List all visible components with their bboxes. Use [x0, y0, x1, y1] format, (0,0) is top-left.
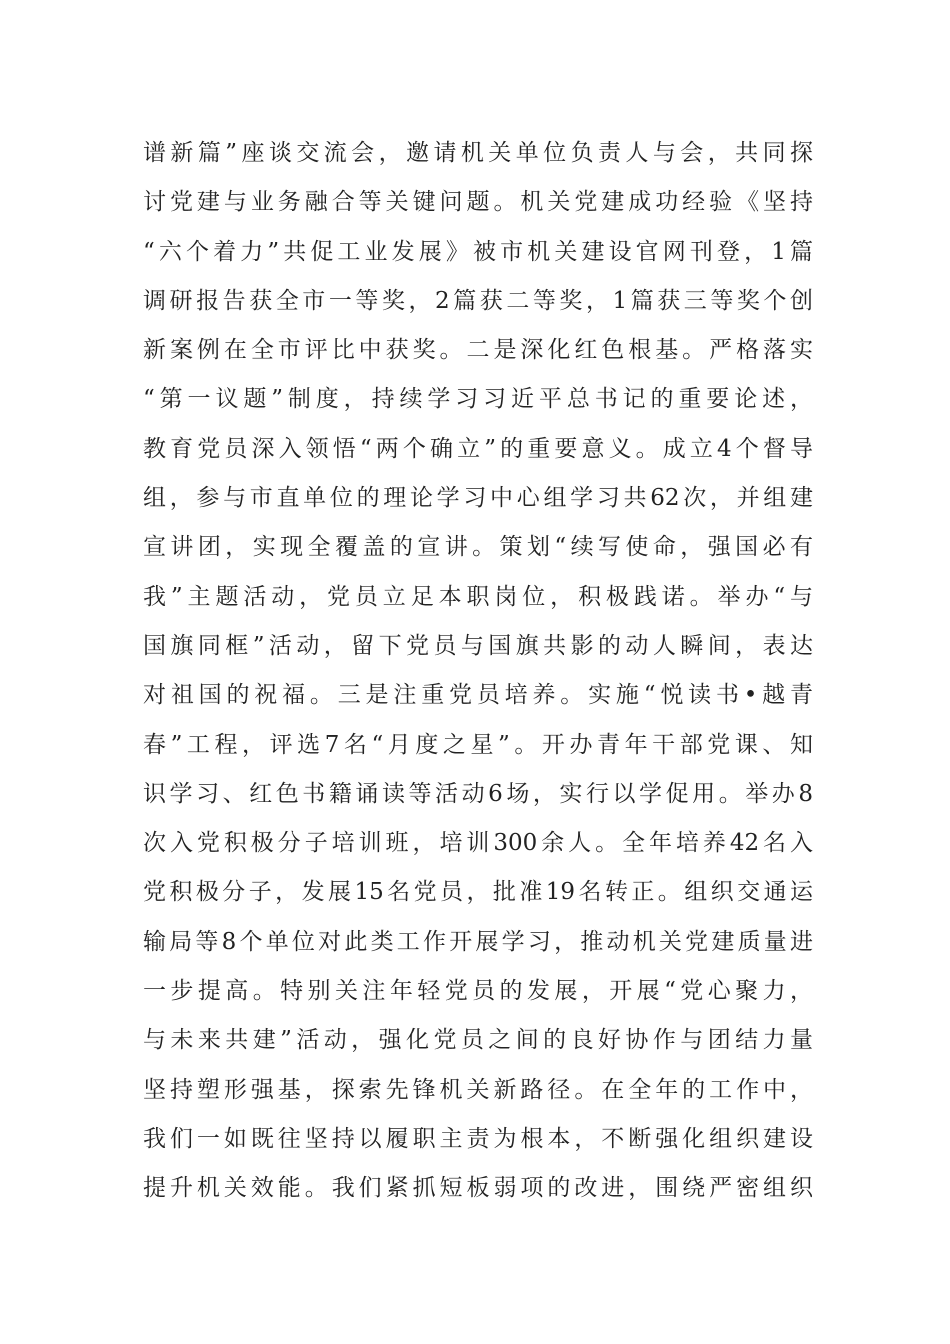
text-line: 一步提高。特别关注年轻党员的发展，开展“党心聚力， — [143, 978, 813, 1005]
text-line: 讨党建与业务融合等关键问题。机关党建成功经验《坚持 — [143, 189, 813, 216]
text-line: 组，参与市直单位的理论学习中心组学习共62次，并组建 — [143, 485, 813, 512]
text-line: 次入党积极分子培训班，培训300余人。全年培养42名入 — [143, 830, 813, 857]
text-line: 识学习、红色书籍诵读等活动6场，实行以学促用。举办8 — [143, 780, 813, 807]
text-line: 我们一如既往坚持以履职主责为根本，不断强化组织建设 — [143, 1125, 813, 1152]
text-line: “第一议题”制度，持续学习习近平总书记的重要论述， — [143, 386, 813, 413]
body-paragraph — [143, 129, 813, 1214]
text-line: “六个着力”共促工业发展》被市机关建设官网刊登，1篇 — [143, 238, 813, 265]
text-line: 国旗同框”活动，留下党员与国旗共影的动人瞬间，表达 — [143, 632, 813, 659]
text-line: 教育党员深入领悟“两个确立”的重要意义。成立4个督导 — [143, 435, 813, 462]
text-line: 党积极分子，发展15名党员，批准19名转正。组织交通运 — [143, 879, 813, 906]
text-line: 我”主题活动，党员立足本职岗位，积极践诺。举办“与 — [143, 583, 813, 610]
text-line: 输局等8个单位对此类工作开展学习，推动机关党建质量进 — [143, 928, 813, 955]
text-line: 提升机关效能。我们紧抓短板弱项的改进，围绕严密组织 — [143, 1175, 813, 1202]
text-line: 与未来共建”活动，强化党员之间的良好协作与团结力量 — [143, 1027, 813, 1054]
text-line: 谱新篇”座谈交流会，邀请机关单位负责人与会，共同探 — [143, 140, 813, 166]
text-line: 新案例在全市评比中获奖。二是深化红色根基。严格落实 — [143, 337, 813, 364]
text-line: 坚持塑形强基，探索先锋机关新路径。在全年的工作中， — [143, 1076, 813, 1103]
text-line: 宣讲团，实现全覆盖的宣讲。策划“续写使命，强国必有 — [143, 534, 813, 561]
text-line: 调研报告获全市一等奖，2篇获二等奖，1篇获三等奖个创 — [143, 287, 813, 314]
text-line: 春”工程，评选7名“月度之星”。开办青年干部党课、知 — [143, 731, 813, 758]
text-line: 对祖国的祝福。三是注重党员培养。实施“悦读书•越青 — [143, 682, 813, 709]
